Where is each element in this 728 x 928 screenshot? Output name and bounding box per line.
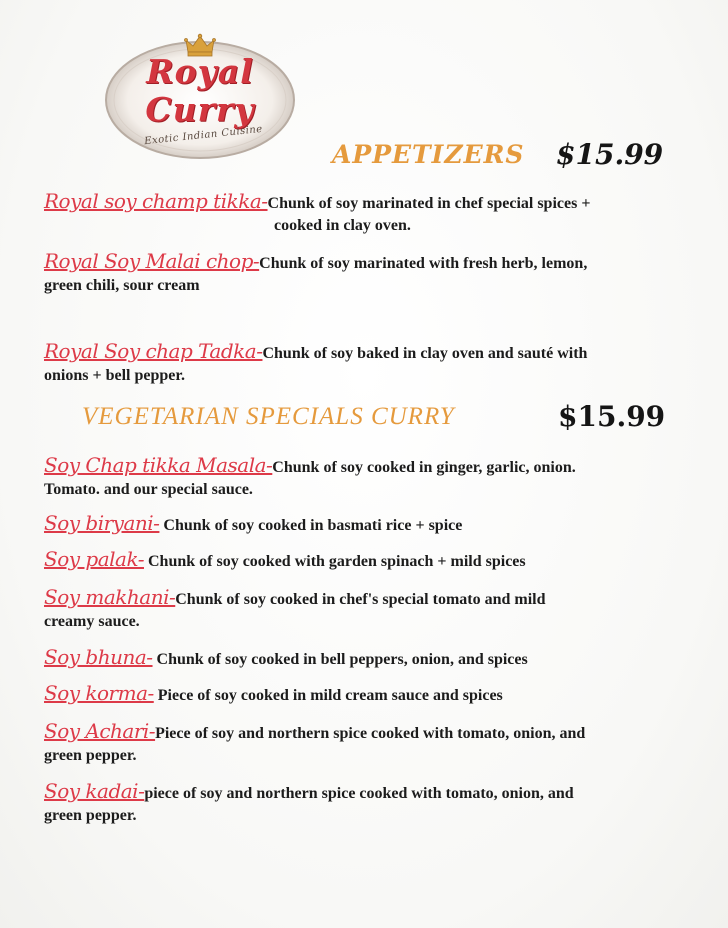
item-description: Chunk of soy cooked in bell peppers, onion, and spices <box>152 651 528 668</box>
menu-item <box>44 512 696 537</box>
item-description: Piece of soy and northern spice cooked with tomato, onion, and <box>155 725 586 742</box>
item-name: Soy korma- <box>44 681 154 705</box>
menu-item <box>44 646 696 671</box>
item-description: Chunk of soy marinated with fresh herb, lemon, <box>259 255 588 272</box>
item-description-cont: cooked in clay oven. <box>274 217 411 234</box>
item-name: Soy Chap tikka Masala- <box>44 453 273 477</box>
menu-item <box>44 340 696 387</box>
logo-line-curry: Curry <box>145 90 255 129</box>
item-name: Soy makhani- <box>44 585 176 609</box>
appetizers-price: $15.99 <box>556 138 664 171</box>
item-name: Soy bhuna- <box>44 645 153 669</box>
item-name: Soy kadai- <box>44 779 145 803</box>
menu-item <box>44 682 696 707</box>
item-description: piece of soy and northern spice cooked with tomato, onion, and <box>144 785 574 802</box>
item-description-cont: green pepper. <box>44 807 137 824</box>
item-description-cont: Tomato. and our special sauce. <box>44 481 253 498</box>
restaurant-logo <box>100 28 300 163</box>
item-name: Royal Soy Malai chop- <box>44 249 260 273</box>
item-name: Soy palak- <box>44 547 144 571</box>
logo-line-royal: Royal <box>146 52 254 91</box>
item-name: Soy Achari- <box>44 719 156 743</box>
menu-item <box>44 250 696 297</box>
item-description: Chunk of soy cooked in ginger, garlic, onion. <box>272 459 576 476</box>
item-description-cont: green pepper. <box>44 747 137 764</box>
menu-item <box>44 586 696 633</box>
menu-item <box>44 780 696 827</box>
item-description-cont: creamy sauce. <box>44 613 140 630</box>
menu-item <box>44 190 696 237</box>
menu-item <box>44 548 696 573</box>
item-description-cont: green chili, sour cream <box>44 277 200 294</box>
menu-item <box>44 720 696 767</box>
item-description: Chunk of soy baked in clay oven and sauté with <box>262 345 588 362</box>
item-description: Chunk of soy cooked in basmati rice + spice <box>159 517 463 534</box>
vegetarian-price: $15.99 <box>558 400 666 433</box>
vegetarian-title: VEGETARIAN SPECIALS CURRY <box>82 403 455 430</box>
appetizers-title: APPETIZERS <box>332 140 525 169</box>
item-description: Piece of soy cooked in mild cream sauce and spices <box>153 687 503 704</box>
item-description-cont: onions + bell pepper. <box>44 367 186 384</box>
item-name: Royal soy champ tikka- <box>44 189 268 213</box>
logo-tagline: Exotic Indian Cuisine <box>143 123 264 148</box>
item-description: Chunk of soy cooked with garden spinach + mild spices <box>143 553 526 570</box>
item-name: Royal Soy chap Tadka- <box>44 339 263 363</box>
item-description: Chunk of soy marinated in chef special spices + <box>267 195 591 212</box>
item-description: Chunk of soy cooked in chef's special tomato and mild <box>175 591 546 608</box>
menu-item <box>44 454 696 501</box>
item-name: Soy biryani- <box>44 511 160 535</box>
